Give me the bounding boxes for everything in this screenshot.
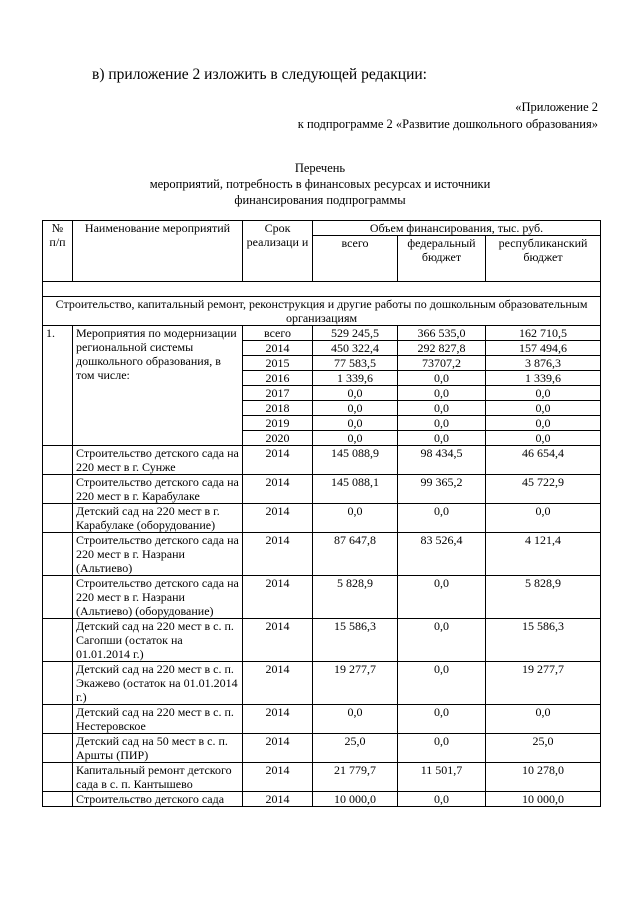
header-num: № п/п — [43, 221, 73, 282]
group-federal-cell: 0,0 — [398, 386, 486, 401]
group-total-cell: 0,0 — [313, 431, 398, 446]
group-total-cell: 450 322,4 — [313, 341, 398, 356]
item-total-cell: 15 586,3 — [313, 619, 398, 662]
blank-row — [43, 282, 601, 297]
item-republic-cell: 19 277,7 — [486, 662, 601, 705]
group-republic-cell: 0,0 — [486, 401, 601, 416]
item-federal-cell: 0,0 — [398, 705, 486, 734]
item-num — [43, 475, 73, 504]
header-funding: Объем финансирования, тыс. руб. — [313, 221, 601, 236]
group-republic-cell: 1 339,6 — [486, 371, 601, 386]
item-term-cell: 2014 — [243, 662, 313, 705]
item-num — [43, 576, 73, 619]
group-row — [43, 326, 601, 341]
item-name: Детский сад на 50 мест в с. п. Аршты (ПИР) — [73, 734, 243, 763]
item-row — [43, 662, 601, 705]
header-total: всего — [313, 236, 398, 282]
item-row — [43, 475, 601, 504]
item-federal-cell: 0,0 — [398, 792, 486, 807]
item-republic-cell: 4 121,4 — [486, 533, 601, 576]
item-republic-cell: 45 722,9 — [486, 475, 601, 504]
intro-line: в) приложение 2 изложить в следующей редакции: — [92, 66, 427, 83]
item-total-cell: 21 779,7 — [313, 763, 398, 792]
item-federal-cell: 0,0 — [398, 576, 486, 619]
item-federal-cell: 0,0 — [398, 662, 486, 705]
item-row — [43, 504, 601, 533]
item-num — [43, 533, 73, 576]
group-term-cell: 2016 — [243, 371, 313, 386]
item-republic-cell: 10 000,0 — [486, 792, 601, 807]
item-federal-cell: 99 365,2 — [398, 475, 486, 504]
funding-table — [42, 220, 601, 807]
item-total-cell: 145 088,9 — [313, 446, 398, 475]
item-row — [43, 792, 601, 807]
item-republic-cell: 0,0 — [486, 705, 601, 734]
item-name: Детский сад на 220 мест в с. п. Экажево (остаток на 01.01.2014 г.) — [73, 662, 243, 705]
header-name: Наименование мероприятий — [73, 221, 243, 282]
item-num — [43, 705, 73, 734]
item-term-cell: 2014 — [243, 576, 313, 619]
item-republic-cell: 10 278,0 — [486, 763, 601, 792]
item-row — [43, 619, 601, 662]
group-republic-cell: 0,0 — [486, 386, 601, 401]
group-republic-cell: 162 710,5 — [486, 326, 601, 341]
group-term-cell: 2017 — [243, 386, 313, 401]
group-federal-cell: 0,0 — [398, 416, 486, 431]
item-federal-cell: 0,0 — [398, 619, 486, 662]
group-term-cell: 2018 — [243, 401, 313, 416]
item-name: Строительство детского сада на 220 мест в г. Сунже — [73, 446, 243, 475]
section-title: Строительство, капитальный ремонт, реконструкция и другие работы по дошкольным образовательным организациям — [43, 297, 601, 326]
item-federal-cell: 98 434,5 — [398, 446, 486, 475]
item-row — [43, 705, 601, 734]
group-federal-cell: 73707,2 — [398, 356, 486, 371]
item-total-cell: 145 088,1 — [313, 475, 398, 504]
item-name: Строительство детского сада на 220 мест в г. Карабулаке — [73, 475, 243, 504]
item-num — [43, 734, 73, 763]
title-line-2: мероприятий, потребность в финансовых ресурсах и источники — [149, 177, 491, 191]
item-federal-cell: 83 526,4 — [398, 533, 486, 576]
group-total-cell: 0,0 — [313, 401, 398, 416]
item-term-cell: 2014 — [243, 763, 313, 792]
item-row — [43, 576, 601, 619]
item-name: Детский сад на 220 мест в г. Карабулаке (оборудование) — [73, 504, 243, 533]
header-row-1 — [43, 221, 601, 236]
item-num — [43, 504, 73, 533]
item-name: Строительство детского сада — [73, 792, 243, 807]
header-republic: республиканский бюджет — [486, 236, 601, 282]
item-row — [43, 446, 601, 475]
item-term-cell: 2014 — [243, 705, 313, 734]
group-republic-cell: 157 494,6 — [486, 341, 601, 356]
title-line-1: Перечень — [294, 161, 346, 175]
title-line-3: финансирования подпрограммы — [234, 193, 406, 207]
group-total-cell: 0,0 — [313, 416, 398, 431]
item-total-cell: 87 647,8 — [313, 533, 398, 576]
item-name: Детский сад на 220 мест в с. п. Сагопши (остаток на 01.01.2014 г.) — [73, 619, 243, 662]
group-num: 1. — [43, 326, 73, 446]
item-total-cell: 19 277,7 — [313, 662, 398, 705]
group-term-cell: 2019 — [243, 416, 313, 431]
item-row — [43, 763, 601, 792]
group-term-cell: 2014 — [243, 341, 313, 356]
item-term-cell: 2014 — [243, 734, 313, 763]
item-total-cell: 10 000,0 — [313, 792, 398, 807]
document-title — [0, 160, 640, 208]
group-name: Мероприятия по модернизации региональной системы дошкольного образования, в том числе: — [73, 326, 243, 446]
item-republic-cell: 25,0 — [486, 734, 601, 763]
group-federal-cell: 0,0 — [398, 371, 486, 386]
item-republic-cell: 5 828,9 — [486, 576, 601, 619]
section-row — [43, 297, 601, 326]
item-row — [43, 734, 601, 763]
appendix-header — [298, 99, 598, 133]
item-federal-cell: 0,0 — [398, 504, 486, 533]
group-federal-cell: 366 535,0 — [398, 326, 486, 341]
item-term-cell: 2014 — [243, 619, 313, 662]
appendix-line-1: «Приложение 2 — [515, 100, 598, 114]
group-republic-cell: 3 876,3 — [486, 356, 601, 371]
item-num — [43, 446, 73, 475]
group-federal-cell: 0,0 — [398, 401, 486, 416]
group-total-cell: 529 245,5 — [313, 326, 398, 341]
item-total-cell: 5 828,9 — [313, 576, 398, 619]
item-row — [43, 533, 601, 576]
header-federal: федеральный бюджет — [398, 236, 486, 282]
header-term: Срок реализаци и — [243, 221, 313, 282]
item-name: Детский сад на 220 мест в с. п. Нестеровское — [73, 705, 243, 734]
item-total-cell: 25,0 — [313, 734, 398, 763]
group-federal-cell: 292 827,8 — [398, 341, 486, 356]
group-total-cell: 77 583,5 — [313, 356, 398, 371]
item-term-cell: 2014 — [243, 533, 313, 576]
group-republic-cell: 0,0 — [486, 416, 601, 431]
group-total-cell: 1 339,6 — [313, 371, 398, 386]
item-republic-cell: 46 654,4 — [486, 446, 601, 475]
item-num — [43, 763, 73, 792]
item-name: Строительство детского сада на 220 мест в г. Назрани (Альтиево) — [73, 533, 243, 576]
item-name: Капитальный ремонт детского сада в с. п. Кантышево — [73, 763, 243, 792]
item-republic-cell: 15 586,3 — [486, 619, 601, 662]
item-federal-cell: 0,0 — [398, 734, 486, 763]
item-num — [43, 792, 73, 807]
group-total-cell: 0,0 — [313, 386, 398, 401]
item-republic-cell: 0,0 — [486, 504, 601, 533]
group-term-cell: 2020 — [243, 431, 313, 446]
blank-cell — [43, 282, 601, 297]
item-federal-cell: 11 501,7 — [398, 763, 486, 792]
group-term-cell: 2015 — [243, 356, 313, 371]
item-term-cell: 2014 — [243, 446, 313, 475]
item-num — [43, 619, 73, 662]
item-term-cell: 2014 — [243, 504, 313, 533]
item-term-cell: 2014 — [243, 792, 313, 807]
item-term-cell: 2014 — [243, 475, 313, 504]
appendix-line-2: к подпрограмме 2 «Развитие дошкольного образования» — [297, 117, 598, 131]
group-term-cell: всего — [243, 326, 313, 341]
group-federal-cell: 0,0 — [398, 431, 486, 446]
item-total-cell: 0,0 — [313, 705, 398, 734]
item-total-cell: 0,0 — [313, 504, 398, 533]
item-name: Строительство детского сада на 220 мест в г. Назрани (Альтиево) (оборудование) — [73, 576, 243, 619]
item-num — [43, 662, 73, 705]
group-republic-cell: 0,0 — [486, 431, 601, 446]
